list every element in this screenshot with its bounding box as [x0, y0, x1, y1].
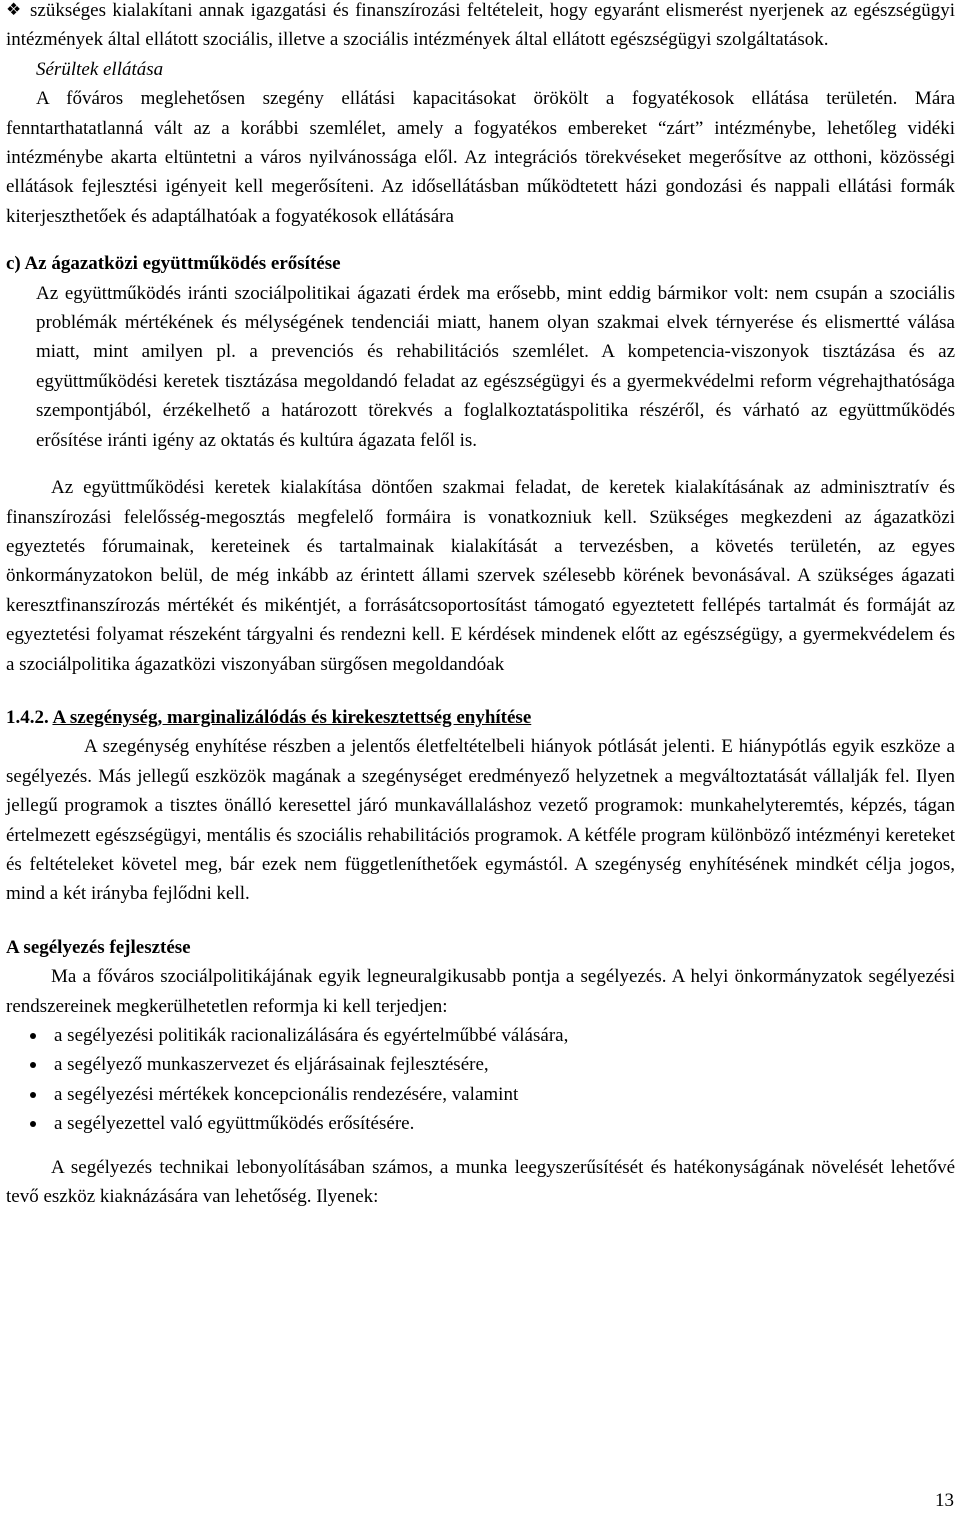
- diamond-bullet-icon: ❖: [6, 0, 22, 19]
- segelyezes-paragraph: Ma a főváros szociálpolitikájának egyik legneuralgikusabb pontja a segélyezés. A helyi önkormányzatok segélyezési rendszereinek megkerülhetetlen reformja ki kell terjedjen:: [6, 966, 955, 1017]
- page-number: 13: [935, 1490, 954, 1511]
- document-page: [6, 0, 955, 1211]
- heading-142-title: A szegénység, marginalizálódás és kirekesztettség enyhítése: [52, 706, 532, 728]
- section-c-paragraph-2: Az együttműködési keretek kialakítása döntően szakmai feladat, de keretek kialakításának az adminisztratív és finanszírozási felelősség-megosztás megfelelő formáira is vonatkozniuk kell. Szükséges megkezdeni az ágazatközi egyeztetés fórumainak, kereteinek és tartalmainak kialakítását a tervezésben, a követés területén, az egyes önkormányzatokon belül, de még inkább az érintett állami szervek szélesebb körének bevonásával. A szükséges ágazati keresztfinanszírozás mértékét és mikéntjét, a forrásátcsoportosítást támogató egyeztetett fellépés tartalmát és formáját az egyeztetési folyamat részeként tárgyalni és rendezni kell. E kérdések mindenek előtt az egészségügy, a gyermekvédelem és a szociálpolitika ágazatközi viszonyában sürgősen megoldandóak: [6, 477, 955, 675]
- serultek-paragraph: [6, 84, 955, 231]
- list-item: a segélyező munkaszervezet és eljárásainak fejlesztésére,: [54, 1050, 955, 1079]
- spacer: [6, 455, 955, 473]
- subsection-title-serultek: [6, 55, 955, 84]
- section-142-paragraph: A szegénység enyhítése részben a jelentős életfeltételbeli hiányok pótlását jelenti. E hiánypótlás egyik eszköze a segélyezés. Más jellegű eszközök magának a szegénységet eredményező helyzetnek a megváltoztatását vállalják fel. Ilyen jellegű programok a tisztes önálló keresettel járó munkavállaláshoz vezető programok: munkahelyteremtés, képzés, tágan értelmezett egészségügyi, mentális és szociális rehabilitációs programok. A kétféle program különböző intézményi kereteket és feltételeket követel meg, bár ezek nem függetleníthetőek egymástól. A szegénység enyhítésének mindkét célja jogos, mind a két irányba fejlődni kell.: [6, 736, 955, 905]
- segelyezes-list: [6, 1021, 955, 1139]
- section-c-paragraph-1: Az együttműködés iránti szociálpolitikai ágazati érdek ma erősebb, mint eddig bármikor volt: nem csupán a szociális problémák mértékének és mélységének tendenciái miatt, hanem olyan szakmai elvek térnyerése és elismertté válása miatt, mint amilyen pl. a prevenciós és rehabilitációs szemlélet. A kompetencia-viszonyok tisztázása és az együttműködési keretek tisztázása megoldandó feladat az egészségügyi és a gyermekvédelmi reform végrehajthatósága szempontjából, érzékelhető a határozott törekvés a foglalkoztatáspolitika részéről, és várható az együttműködés erősítése iránti igény az oktatás és kultúra ágazata felől is.: [36, 282, 955, 451]
- list-item: a segélyezettel való együttműködés erősítésére.: [54, 1109, 955, 1138]
- heading-142: [6, 703, 955, 732]
- serultek-title: Sérültek ellátása: [36, 58, 164, 80]
- heading-142-number: 1.4.2.: [6, 706, 49, 728]
- heading-segelyezes: A segélyezés fejlesztése: [6, 936, 191, 958]
- spacer: [6, 1139, 955, 1153]
- serultek-text-1: A főváros meglehetősen szegény ellátási kapacitásokat örökölt a fogyatékosok ellátása területén.: [36, 88, 898, 110]
- list-item: a segélyezési politikák racionalizálására és egyértelműbbé válására,: [54, 1021, 955, 1050]
- spacer: [6, 909, 955, 933]
- intro-text: szükséges kialakítani annak igazgatási és finanszírozási feltételeit, hogy egyaránt elismerést nyerjenek az egészségügyi intézmények által ellátott szociális, illetve a szociális intézmények által ellátott egészségügyi szolgáltatások.: [6, 0, 955, 51]
- heading-c: c) Az ágazatközi együttműködés erősítése: [6, 253, 341, 275]
- spacer: [6, 231, 955, 249]
- list-item: a segélyezési mértékek koncepcionális rendezésére, valamint: [54, 1080, 955, 1109]
- serultek-text-3: Az idősellátásban működtetett házi gondozási és nappali ellátási formák kiterjeszthetőek és adaptálhatóak a fogyatékosok ellátására: [6, 176, 955, 227]
- intro-paragraph: [6, 0, 955, 55]
- spacer: [6, 679, 955, 703]
- final-paragraph: A segélyezés technikai lebonyolításában számos, a munka leegyszerűsítését és hatékonyságának növelését lehetővé tevő eszköz kiaknázására van lehetőség. Ilyenek:: [6, 1156, 955, 1208]
- serultek-text-2: Mára fenntarthatatlanná vált az a korábbi szemlélet, amely a fogyatékos embereket “zárt” intézménybe, lehetőleg vidéki intézménybe akarta eltüntetni a város nyilvánossága elől. Az integrációs törekvéseket megerősítve az otthoni, közösségi ellátások fejlesztési igényeit kell megerősíteni.: [6, 88, 956, 198]
